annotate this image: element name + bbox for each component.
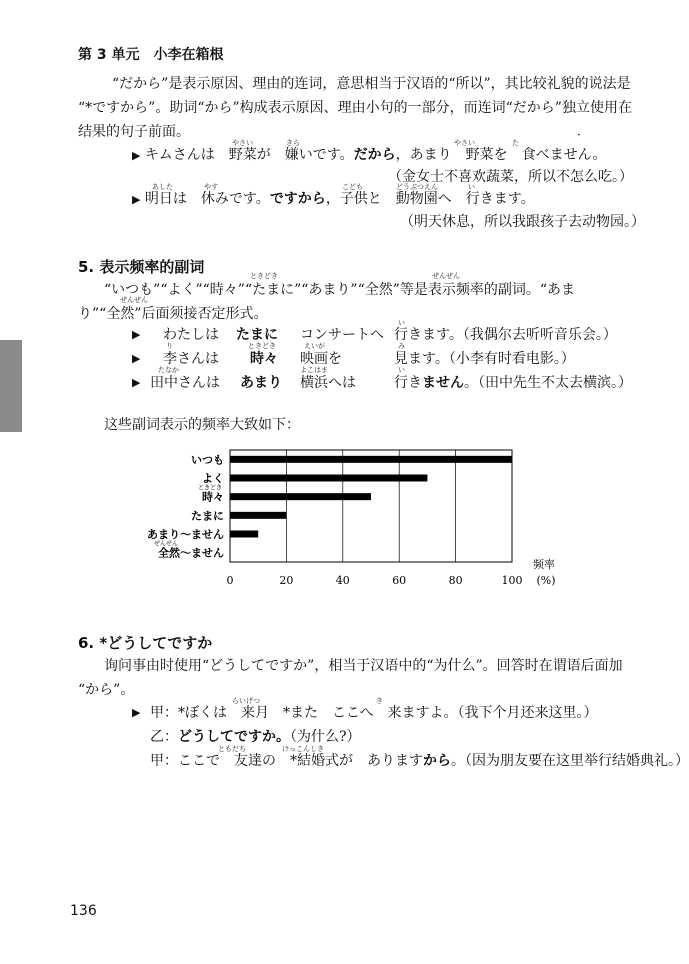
ruby: たなか [158,366,179,374]
section-5-title: 5. 表示频率的副词 [78,258,205,276]
chart-category-label: 全然～ません [158,546,224,560]
section-6-title: 6. *どうしてですか [78,634,213,652]
chart-category-label: 時々 [202,490,224,504]
chart-bar [230,512,286,519]
ruby: ときどき [248,342,276,350]
ruby: い [398,366,405,374]
ruby: り [166,342,173,350]
ruby: み [398,342,405,350]
example-subject: わたしは [163,327,219,343]
ruby: き [376,697,383,705]
ruby-zenzen: ぜんぜん [432,272,460,280]
frequency-bar-chart [100,440,580,600]
chart-category-label: たまに [191,509,224,523]
bullet-icon: ▶ [132,352,141,365]
page-number: 136 [70,903,97,919]
chart-bar [230,493,371,500]
dialog-text: 甲：ここで 友達の *結婚式が ありますから。（因为朋友要在这里举行结婚典礼。） [150,753,689,769]
intro-example-2 [132,188,535,208]
ruby-ta: た [512,139,519,147]
bullet-icon: ▶ [132,149,141,162]
ruby: えいが [304,342,325,350]
chart-bar [230,475,427,482]
chart-category-label: よく [202,472,224,485]
chart-tick-label: 40 [335,574,350,587]
unit-header: 第 3 单元 小李在箱根 [78,47,224,63]
ruby-yasu: やす [204,183,218,191]
bullet-icon: ▶ [132,328,141,341]
chart-tick-label: 60 [392,574,407,587]
example-bold: だから [353,147,396,163]
ruby: ともだち [218,745,246,753]
example-text: 明日は 休みです。 [144,191,270,207]
intro-line-1: “だから”是表示原因、理由的连词，意思相当于汉语的“所以”，其比较礼貌的说法是 [112,76,631,92]
chart-axis-label: 频率 [533,558,555,571]
ruby-i: い [468,183,475,191]
example-object: 横浜へは [300,375,356,391]
intro-example-1-translation: （金女士不喜欢蔬菜，所以不怎么吃。） [388,169,633,185]
chart-bar [230,456,512,463]
intro-line-2: “*ですから”。助词“から”构成表示原因、理由小句的一部分，而连词“だから”独立使用在 [78,100,632,116]
bullet-icon: ▶ [132,193,141,206]
example-subject: 田中さんは [150,375,220,391]
example-adverb: あまり [240,375,282,391]
ruby-tokidoki: ときどき [250,272,278,280]
example-adverb: たまに [236,327,278,343]
intro-example-1 [132,144,607,164]
example-verb: 行きます。（我偶尔去听听音乐会。） [394,327,617,343]
chart-axis-unit: (%) [536,574,556,587]
ruby: よこはま [300,366,328,374]
dialog-text: 甲：*ぼくは 来月 *また ここへ 来ますよ。（我下个月还来这里。） [150,705,598,721]
bullet-icon: ▶ [132,706,141,719]
bullet-icon: ▶ [132,376,141,389]
ruby-yasai-1: やさい [232,139,253,147]
section-5-line-1: “いつも”“よく”“時々”“たまに”“あまり”“全然”等是表示频率的副词。“あま [104,282,576,298]
ruby-kodomo: こども [342,183,363,191]
ruby-kira: きら [286,139,300,147]
stray-dot: · [577,128,581,142]
ruby: らいげつ [232,697,260,705]
example-verb: 見ます。（小李有时看电影。） [394,351,575,367]
example-adverb: 時々 [250,351,278,367]
chart-tick-label: 100 [501,574,523,587]
side-tab [0,340,22,432]
section-6-line-1: 询问事由时使用“どうしてですか”，相当于汉语中的“为什么”。回答时在谓语后面加 [104,658,623,674]
ruby-zenzen-2: ぜんぜん [120,296,148,304]
chart-tick-label: 0 [226,574,234,587]
example-text: ，子供と 動物園へ 行きます。 [325,191,535,207]
example-object: コンサートへ [300,327,384,343]
example-object: 映画を [300,351,342,367]
chart-category-ruby: ぜんぜん [153,540,178,548]
example-text: ，あまり 野菜を 食べません。 [395,147,607,163]
example-subject: 李さんは [163,351,219,367]
section-6-line-2: “から”。 [78,682,135,698]
ruby: い [398,319,405,327]
example-bold: ですから [269,191,326,207]
dialog-text: 乙：どうしてですか。（为什么?） [150,729,361,745]
intro-line-3: 结果的句子前面。 [78,124,190,140]
chart-tick-label: 20 [279,574,294,587]
ruby-yasai-2: やさい [454,139,475,147]
intro-example-2-translation: （明天休息，所以我跟孩子去动物园。） [400,214,645,230]
ruby-doubutsuen: どうぶつえん [396,183,438,191]
chart-plot-frame [230,450,512,562]
ruby: けっこんしき [282,745,324,753]
example-verb: 行きません。（田中先生不太去横滨。） [394,375,632,391]
section-5-line-2: り”“全然”后面须接否定形式。 [78,306,268,322]
chart-bar [230,531,258,538]
chart-intro: 这些副词表示的频率大致如下： [104,417,300,433]
example-text: キムさんは 野菜が 嫌いです。 [144,147,354,163]
chart-tick-label: 80 [448,574,463,587]
chart-category-ruby: ときどき [197,484,222,492]
chart-category-label: あまり～ません [147,528,224,541]
ruby-ashita: あした [152,183,173,191]
chart-category-label: いつも [191,453,224,467]
